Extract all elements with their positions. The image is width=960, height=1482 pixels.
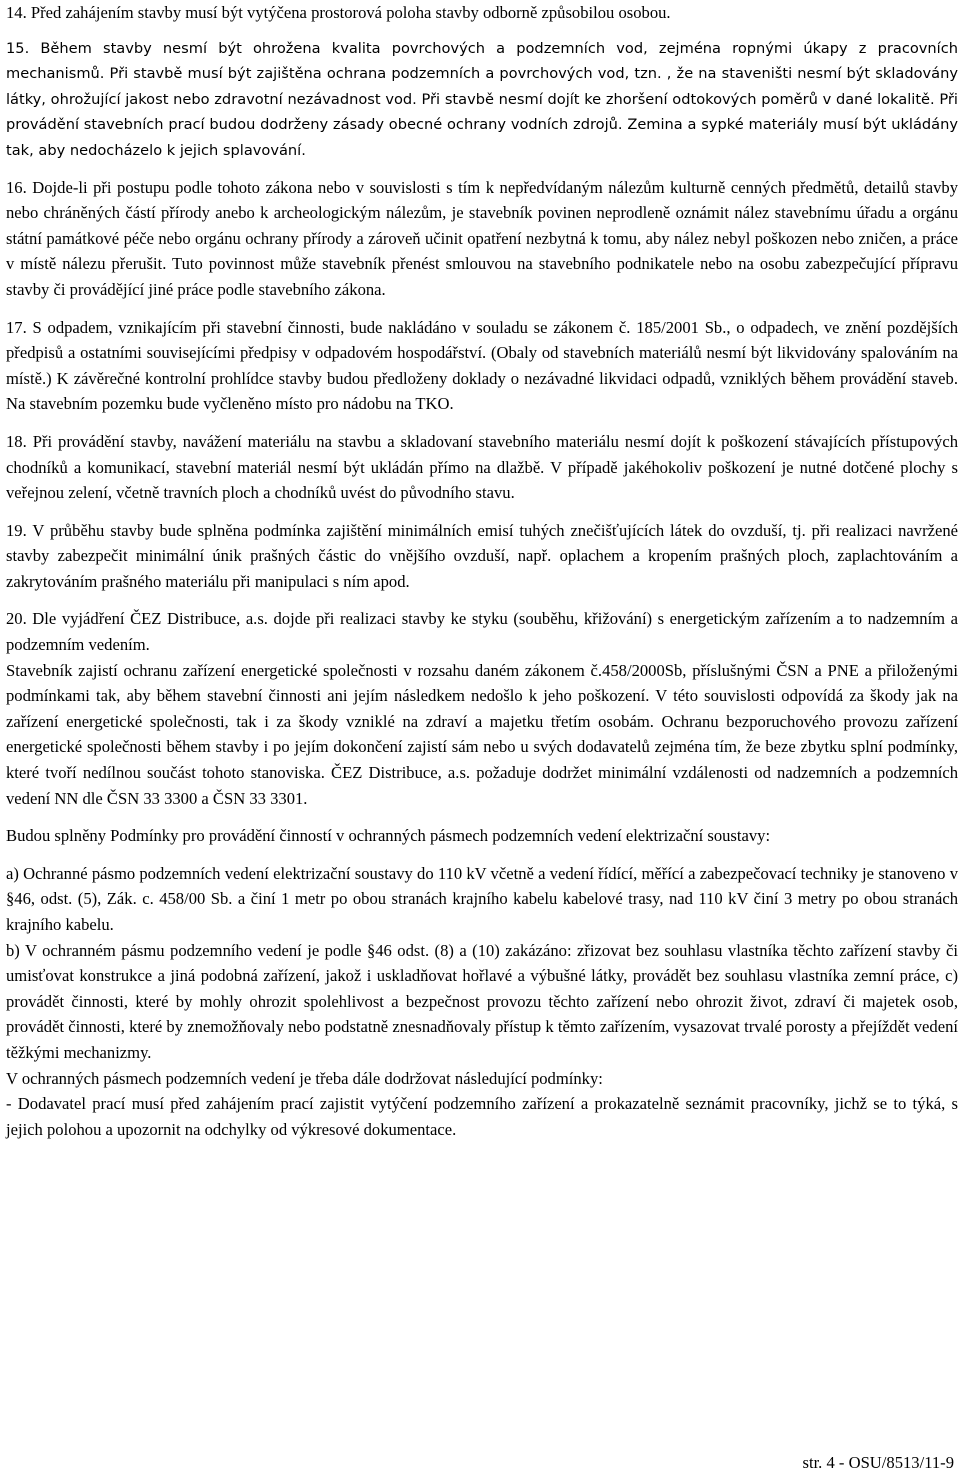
paragraph-further-conditions: V ochranných pásmech podzemních vedení je třeba dále dodržovat následující podmínky: (6, 1068, 603, 1088)
paragraph-contractor-duty: - Dodavatel prací musí před zahájením prací zajistit vytýčení podzemního zařízení a prokazatelně seznámit pracovníky, jichž se to týká, s jejich polohou a upozornit na odchylky od výkresové dokumentace. (6, 1094, 958, 1139)
paragraph-19: 19. V průběhu stavby bude splněna podmínka zajištění minimálních emisí tuhých znečišťujících látek do ovzduší, tj. při realizaci navržené stavby zabezpečit minimální únik prašných částic do vnějšího ovzduší, např. oplachem a kropením prašných ploch, zaplachtováním a zakrytováním prašného materiálu při manipulaci s ním apod. (6, 520, 958, 591)
paragraph-16: 16. Dojde-li při postupu podle tohoto zákona nebo v souvislosti s tím k nepředvídaným nálezům kulturně cenných předmětů, detailů stavby nebo chráněných částí přírody anebo k archeologickým nálezům, je stavebník povinen neprodleně oznámit nález stavebnímu úřadu a orgánu státní památkové péče nebo orgánu ochrany přírody a zároveň učinit opatření nezbytná k tomu, aby nález nebyl poškozen nebo zničen, a práce v místě nálezu přerušit. Tuto povinnost může stavebník přenést smlouvou na stavebního podnikatele nebo na osobu zabezpečující přípravu stavby či provádějící jiné práce podle stavebního zákona. (6, 177, 958, 299)
paragraph-condition-a: a) Ochranné pásmo podzemních vedení elektrizační soustavy do 110 kV včetně a vedení řídící, měřící a zabezpečovací techniky je stanoveno v §46, odst. (5), Zák. c. 458/00 Sb. a činí 1 metr po obou stranách krajního kabelu kabelové trasy, nad 110 kV činí 3 metry po obou stranách krajního kabelu. (6, 863, 958, 934)
paragraph-18: 18. Při provádění stavby, navážení materiálu na stavbu a skladovaní stavebního materiálu nesmí dojít k poškození stávajících přístupových chodníků a komunikací, stavební materiál nesmí být ukládán přímo na dlažbě. V případě jakéhokoliv poškození je nutné dotčené plochy s veřejnou zelení, včetně travních ploch a chodníků uvést do původního stavu. (6, 431, 958, 503)
paragraph-15: 15. Během stavby nesmí být ohrožena kvalita povrchových a podzemních vod, zejména ropnými úkapy z pracovních mechanismů. Při stavbě musí být zajištěna ochrana podzemních a povrchových vod, tzn. , že na staveništi nesmí být skladovány látky, ohrožující jakost nebo zdravotní nezávadnost vod. Při stavbě nesmí dojít ke zhoršení odtokových poměrů v dané lokalitě. Při provádění stavebních prací budou dodrženy zásady obecné ochrany vodních zdrojů. Zemina a sypké materiály musí být ukládány tak, aby nedocházelo k jejich splavování. (6, 39, 958, 159)
paragraph-condition-b: b) V ochranném pásmu podzemního vedení je podle §46 odst. (8) a (10) zakázáno: zřizovat bez souhlasu vlastníka těchto zařízení stavby či umisťovat konstrukce a jiná podobná zařízení, jakož i uskladňovat hořlavé a výbušné látky, provádět bez souhlasu vlastníka zemní práce, c) provádět činnosti, které by mohly ohrozit spolehlivost a bezpečnost provozu těchto zařízení nebo ohrozit život, zdraví či majetek osob, provádět činnosti, které by znemožňovaly nebo podstatně znesnadňovaly přístup k těmto zařízením, vysazovat trvalé porosty a přejíždět vedení těžkými mechanizmy. (6, 940, 958, 1062)
document-page (6, 0, 958, 1142)
paragraph-conditions-intro: Budou splněny Podmínky pro provádění činností v ochranných pásmech podzemních vedení elektrizační soustavy: (6, 826, 771, 846)
paragraph-14: 14. Před zahájením stavby musí být vytýčena prostorová poloha stavby odborně způsobilou osobou. (6, 3, 671, 22)
paragraph-20: 20. Dle vyjádření ČEZ Distribuce, a.s. dojde při realizaci stavby ke styku (souběhu, křižování) s energetickým zařízením a to nadzemním a podzemním vedením. (6, 609, 958, 655)
paragraph-17: 17. S odpadem, vznikajícím při stavební činnosti, bude nakládáno v souladu se zákonem č. 185/2001 Sb., o odpadech, ve znění pozdějších předpisů a ostatními souvisejícími předpisy v odpadovém hospodářství. (Obaly od stavebních materiálů nesmí být likvidovány spalováním na místě.) K závěrečné kontrolní prohlídce stavby budou předloženy doklady o nezávadné likvidaci odpadů, vzniklých během provádění staveb. Na stavebním pozemku bude vyčleněno místo pro nádobu na TKO. (6, 317, 958, 414)
paragraph-cez-protection: Stavebník zajistí ochranu zařízení energetické společnosti v rozsahu daném zákonem č.458/2000Sb, příslušnými ČSN a PNE a přiloženými podmínkami tak, aby během stavební činnosti ani jejím následkem nedošlo k jeho poškození. V této souvislosti odpovídá za škody jak na zařízení energetické společnosti, tak i za škody vzniklé na zdraví a majetku třetím osobám. Ochranu bezporuchového provozu zařízení energetické společnosti během stavby i po jejím dokončení zajistí sám nebo u svých dodavatelů zejména tím, že beze zbytku splní podmínky, které tvoří nedílnou součást tohoto stanoviska. ČEZ Distribuce, a.s. požaduje dodržet minimální vzdálenosti od nadzemních a podzemních vedení NN dle ČSN 33 3300 a ČSN 33 3301. (6, 660, 958, 808)
page-footer: str. 4 - OSU/8513/11-9 (802, 1453, 954, 1472)
